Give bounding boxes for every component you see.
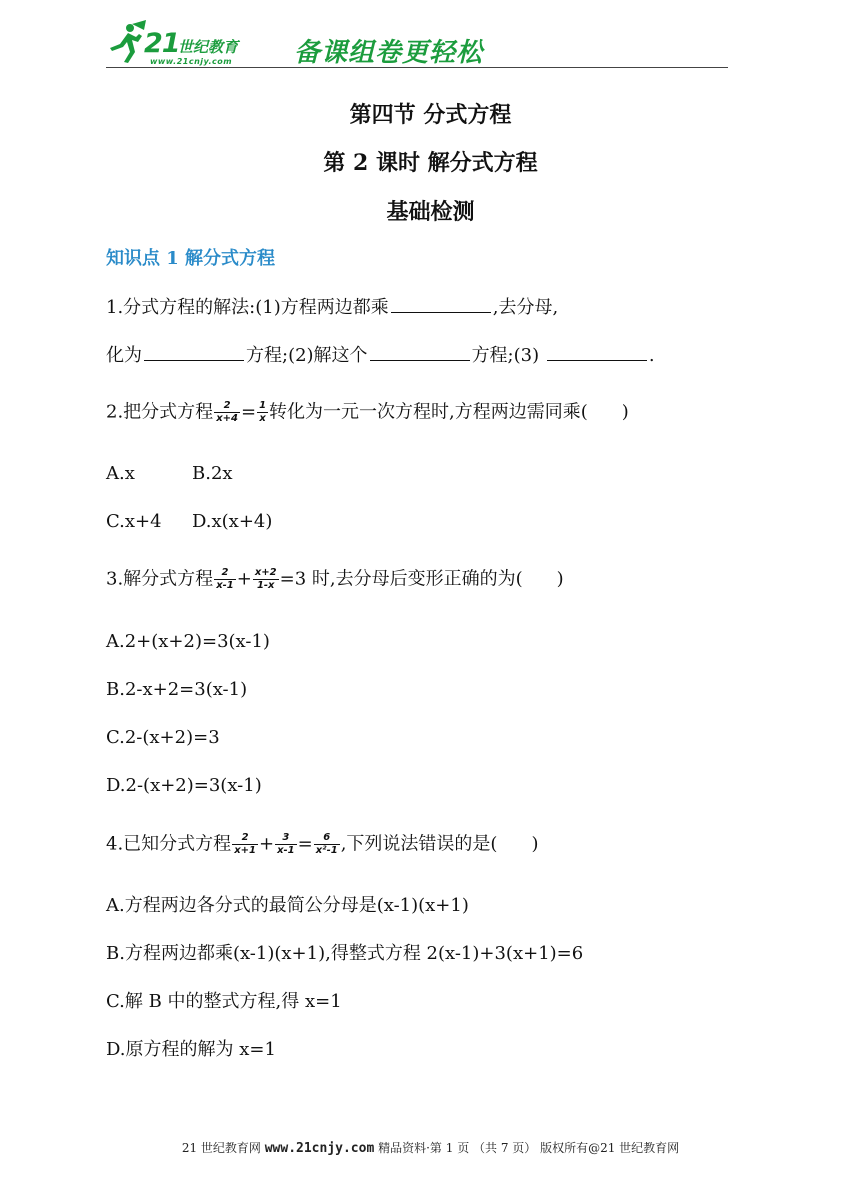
q2-frac1-den: x+4 [216,413,238,424]
q4-frac3-num: 6 [314,832,340,845]
q4-fraction-2 [275,832,297,857]
header-logo [106,18,728,70]
knowledge-point-heading: 知识点 1 解分式方程 [106,248,276,269]
q4-option-a: A.方程两边各分式的最简公分母是(x-1)(x+1) [106,895,469,916]
q3-text-b: =3 时,去分母后变形正确的为( [279,568,523,590]
q4-text-b: ,下列说法错误的是( [340,833,498,855]
q4-fraction-1 [232,832,258,857]
question-1-line-1 [106,294,558,320]
q2-option-d: D.x(x+4) [192,511,273,532]
q4-frac1-num: 2 [232,832,258,845]
q3-frac2-num: x+2 [254,567,277,578]
lesson-title: 第 2 课时 解分式方程 [323,150,538,176]
q2-equals: = [240,401,257,423]
q2-text-a: 2.把分式方程 [106,401,214,423]
q4-text-a: 4.已知分式方程 [106,833,232,855]
logo-name: 世纪教育 [178,38,239,56]
footer-url-link[interactable]: www.21cnjy.com [264,1141,375,1156]
q4-text-c: ) [531,833,539,855]
q3-fraction-1 [214,567,236,592]
page-footer [0,1139,861,1156]
question-3-stem [106,567,564,592]
q4-equals: = [297,833,313,855]
section-title: 第四节 分式方程 [349,102,512,128]
q2-fraction-2 [257,400,268,425]
q2-option-a: A.x [106,463,135,484]
q4-option-c: C.解 B 中的整式方程,得 x=1 [106,991,342,1012]
question-2-stem [106,400,629,425]
q1-blank-2 [144,342,244,361]
q4-frac2-num: 3 [275,832,297,845]
q1-text-b: ,去分母, [492,297,559,318]
q4-frac3-den: x²-1 [315,845,338,856]
q2-frac1-num: 2 [214,400,240,413]
sub-title: 基础检测 [386,199,475,225]
q2-text-c: ) [621,401,629,423]
question-4-stem [106,832,538,857]
logo-number: 21 [144,28,180,59]
header-slogan: 备课组卷更轻松 [294,38,484,68]
q3-frac1-den: x-1 [216,580,234,591]
runner-logo-icon [106,18,148,64]
q4-fraction-3 [314,832,340,857]
header-divider [106,67,728,68]
q3-option-d: D.2-(x+2)=3(x-1) [106,775,262,796]
footer-site: 21 世纪教育网 [181,1141,265,1155]
q2-option-b: B.2x [192,463,233,484]
q2-option-c: C.x+4 [106,511,162,532]
q4-frac1-den: x+1 [234,845,256,856]
q3-frac2-den: 1-x [256,580,275,591]
q3-frac1-num: 2 [214,567,236,580]
q1-text-c: 化为 [106,345,142,366]
q4-plus: + [258,833,275,855]
q1-blank-1 [391,294,491,313]
q2-frac2-num: 1 [259,400,267,411]
q3-text-a: 3.解分式方程 [106,568,214,590]
q2-fraction-1 [214,400,240,425]
q4-frac2-den: x-1 [277,845,295,856]
question-1-line-2 [106,342,655,368]
logo-url: www.21cnjy.com [150,57,233,66]
q3-option-a: A.2+(x+2)=3(x-1) [106,631,270,652]
q3-option-b: B.2-x+2=3(x-1) [106,679,248,700]
question-2-options-row-2 [106,510,272,534]
q3-text-c: ) [556,568,564,590]
q2-text-b: 转化为一元一次方程时,方程两边需同乘( [269,401,588,423]
q3-plus: + [236,568,252,590]
q4-option-d: D.原方程的解为 x=1 [106,1039,276,1060]
q1-blank-4 [547,342,647,361]
q1-blank-3 [370,342,470,361]
q4-option-b: B.方程两边都乘(x-1)(x+1),得整式方程 2(x-1)+3(x+1)=6 [106,943,584,964]
q3-option-c: C.2-(x+2)=3 [106,727,220,748]
footer-page-info: 精品资料·第 1 页 （共 7 页） 版权所有@21 世纪教育网 [374,1141,680,1155]
q2-frac2-den: x [259,413,266,424]
q1-text-a: 1.分式方程的解法:(1)方程两边都乘 [106,297,389,318]
q3-fraction-2 [253,567,279,592]
question-2-options-row-1 [106,462,233,486]
q1-text-f: . [648,345,655,366]
q1-text-d: 方程;(2)解这个 [246,345,368,366]
q1-text-e: 方程;(3) [471,345,545,366]
